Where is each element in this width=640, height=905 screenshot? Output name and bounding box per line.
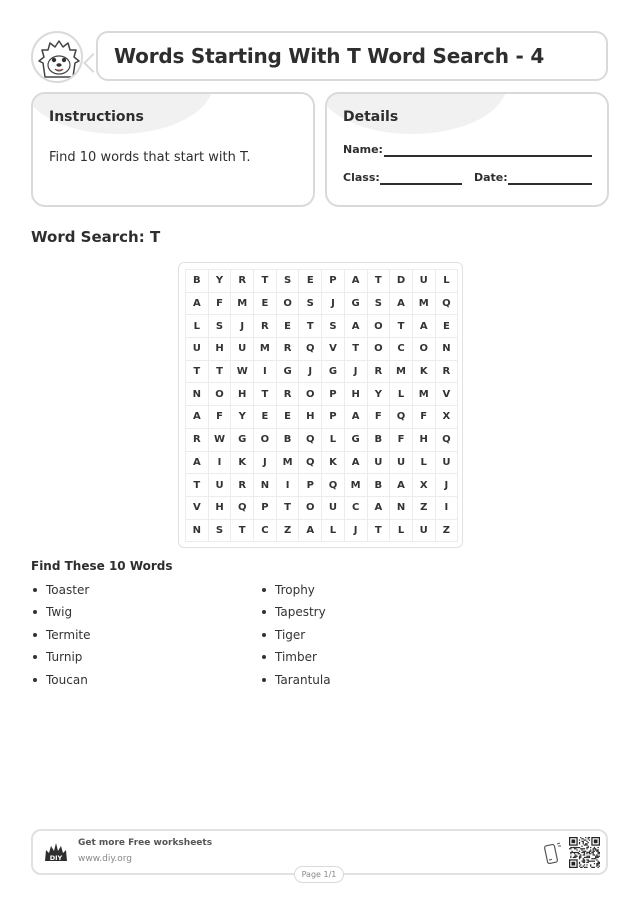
title-bubble [96, 31, 608, 81]
grid-cell[interactable]: A [345, 315, 368, 338]
grid-cell[interactable]: M [254, 338, 277, 361]
grid-cell[interactable]: L [322, 520, 345, 543]
grid-cell[interactable]: U [390, 452, 413, 475]
list-item: Tarantula [260, 671, 331, 693]
qr-code-icon[interactable] [569, 837, 600, 868]
grid-cell[interactable]: P [322, 406, 345, 429]
date-field[interactable] [508, 183, 592, 185]
grid-cell[interactable]: U [413, 520, 436, 543]
name-label: Name: [343, 143, 383, 156]
fluffy-monster-icon [33, 33, 83, 83]
grid-cell[interactable]: U [368, 452, 391, 475]
list-item: Timber [260, 648, 331, 670]
grid-cell[interactable]: C [254, 520, 277, 543]
grid-cell[interactable]: O [299, 383, 322, 406]
grid-cell[interactable]: A [299, 520, 322, 543]
list-item: Tapestry [260, 603, 331, 625]
grid-cell[interactable]: T [299, 315, 322, 338]
grid-cell[interactable]: B [368, 474, 391, 497]
grid-cell[interactable]: X [413, 474, 436, 497]
word-list-column-2 [260, 581, 331, 693]
grid-cell[interactable]: R [231, 474, 254, 497]
grid-cell[interactable]: E [277, 315, 300, 338]
phone-icon [543, 842, 563, 866]
grid-cell[interactable]: F [209, 406, 232, 429]
grid-cell[interactable]: K [231, 452, 254, 475]
grid-cell[interactable]: Q [322, 474, 345, 497]
grid-cell[interactable]: Q [299, 452, 322, 475]
diy-logo-icon [43, 839, 69, 865]
grid-cell[interactable]: T [345, 338, 368, 361]
grid-cell[interactable]: U [322, 497, 345, 520]
grid-cell[interactable]: A [186, 406, 209, 429]
grid-cell[interactable]: P [322, 270, 345, 293]
instructions-heading: Instructions [49, 109, 144, 125]
grid-cell[interactable]: F [209, 293, 232, 316]
grid-cell[interactable]: P [299, 474, 322, 497]
grid-cell[interactable]: F [413, 406, 436, 429]
list-item: Toucan [31, 671, 91, 693]
grid-cell[interactable]: M [413, 383, 436, 406]
grid-cell[interactable]: N [186, 520, 209, 543]
grid-cell[interactable]: R [231, 270, 254, 293]
grid-cell[interactable]: H [345, 383, 368, 406]
details-heading: Details [343, 109, 399, 125]
grid-cell[interactable]: H [413, 429, 436, 452]
puzzle-title: Word Search: T [31, 228, 161, 246]
grid-cell[interactable]: Z [413, 497, 436, 520]
grid-cell[interactable]: T [368, 520, 391, 543]
word-search-grid [185, 269, 458, 542]
grid-cell[interactable]: N [436, 338, 459, 361]
grid-cell[interactable]: U [436, 452, 459, 475]
grid-cell[interactable]: J [345, 520, 368, 543]
grid-cell[interactable]: G [322, 361, 345, 384]
grid-cell[interactable]: L [390, 383, 413, 406]
grid-cell[interactable]: J [299, 361, 322, 384]
grid-cell[interactable]: Y [368, 383, 391, 406]
grid-cell[interactable]: L [413, 452, 436, 475]
grid-cell[interactable]: A [345, 452, 368, 475]
grid-cell[interactable]: T [254, 383, 277, 406]
grid-cell[interactable]: O [299, 497, 322, 520]
grid-cell[interactable]: S [322, 315, 345, 338]
list-item: Termite [31, 626, 91, 648]
grid-cell[interactable]: L [436, 270, 459, 293]
grid-cell[interactable]: Q [436, 293, 459, 316]
logo-text: DIY [49, 854, 63, 862]
grid-cell[interactable]: O [413, 338, 436, 361]
grid-cell[interactable]: P [322, 383, 345, 406]
page-title: Words Starting With T Word Search - 4 [114, 44, 545, 68]
grid-cell[interactable]: W [209, 429, 232, 452]
grid-cell[interactable]: C [345, 497, 368, 520]
word-list-column-1 [31, 581, 91, 693]
grid-cell[interactable]: G [231, 429, 254, 452]
grid-cell[interactable]: T [277, 497, 300, 520]
grid-cell[interactable]: I [277, 474, 300, 497]
grid-cell[interactable]: O [368, 315, 391, 338]
grid-cell[interactable]: O [277, 293, 300, 316]
page-indicator: Page 1/1 [294, 866, 344, 883]
grid-cell[interactable]: S [277, 270, 300, 293]
word-list-title: Find These 10 Words [31, 559, 173, 573]
grid-cell[interactable]: L [322, 429, 345, 452]
grid-cell[interactable]: U [413, 270, 436, 293]
class-label: Class: [343, 171, 380, 184]
grid-cell[interactable]: M [277, 452, 300, 475]
grid-cell[interactable]: T [231, 520, 254, 543]
grid-cell[interactable]: R [436, 361, 459, 384]
grid-cell[interactable]: V [186, 497, 209, 520]
grid-cell[interactable]: T [390, 315, 413, 338]
grid-cell[interactable]: H [231, 383, 254, 406]
grid-cell[interactable]: C [390, 338, 413, 361]
grid-cell[interactable]: J [436, 474, 459, 497]
grid-cell[interactable]: S [368, 293, 391, 316]
grid-cell[interactable]: Y [231, 406, 254, 429]
grid-cell[interactable]: G [277, 361, 300, 384]
grid-cell[interactable]: L [390, 520, 413, 543]
mascot-avatar [31, 31, 83, 83]
grid-cell[interactable]: J [231, 315, 254, 338]
grid-cell[interactable]: Q [436, 429, 459, 452]
grid-cell[interactable]: A [390, 293, 413, 316]
grid-cell[interactable]: A [368, 497, 391, 520]
grid-cell[interactable]: O [368, 338, 391, 361]
grid-cell[interactable]: E [299, 270, 322, 293]
grid-cell[interactable]: O [254, 429, 277, 452]
instructions-text: Find 10 words that start with T. [49, 150, 251, 165]
grid-cell[interactable]: A [345, 270, 368, 293]
grid-cell[interactable]: S [299, 293, 322, 316]
grid-cell[interactable]: I [436, 497, 459, 520]
grid-cell[interactable]: A [186, 452, 209, 475]
grid-cell[interactable]: H [209, 338, 232, 361]
grid-cell[interactable]: F [390, 429, 413, 452]
grid-cell[interactable]: M [390, 361, 413, 384]
grid-cell[interactable]: E [254, 293, 277, 316]
grid-cell[interactable]: H [299, 406, 322, 429]
grid-cell[interactable]: A [345, 406, 368, 429]
grid-cell[interactable]: J [254, 452, 277, 475]
grid-cell[interactable]: Q [299, 429, 322, 452]
grid-cell[interactable]: U [209, 474, 232, 497]
word-search-frame [178, 262, 463, 548]
grid-cell[interactable]: V [436, 383, 459, 406]
grid-cell[interactable]: M [231, 293, 254, 316]
grid-cell[interactable]: P [254, 497, 277, 520]
grid-cell[interactable]: H [209, 497, 232, 520]
grid-cell[interactable]: Q [390, 406, 413, 429]
grid-cell[interactable]: I [254, 361, 277, 384]
grid-cell[interactable]: R [277, 338, 300, 361]
grid-cell[interactable]: Z [436, 520, 459, 543]
list-item: Twig [31, 603, 91, 625]
grid-cell[interactable]: J [345, 361, 368, 384]
grid-cell[interactable]: Y [209, 270, 232, 293]
class-field[interactable] [380, 183, 462, 185]
list-item: Turnip [31, 648, 91, 670]
grid-cell[interactable]: E [277, 406, 300, 429]
grid-cell[interactable]: E [436, 315, 459, 338]
grid-cell[interactable]: I [209, 452, 232, 475]
grid-cell[interactable]: B [368, 429, 391, 452]
grid-cell[interactable]: F [368, 406, 391, 429]
name-field[interactable] [384, 155, 592, 157]
grid-cell[interactable]: S [209, 315, 232, 338]
grid-cell[interactable]: R [186, 429, 209, 452]
grid-cell[interactable]: N [186, 383, 209, 406]
details-panel [325, 92, 609, 207]
grid-cell[interactable]: B [277, 429, 300, 452]
grid-cell[interactable]: T [254, 270, 277, 293]
date-label: Date: [474, 171, 508, 184]
grid-cell[interactable]: M [345, 474, 368, 497]
list-item: Trophy [260, 581, 331, 603]
grid-cell[interactable]: A [186, 293, 209, 316]
grid-cell[interactable]: G [345, 429, 368, 452]
grid-cell[interactable]: K [322, 452, 345, 475]
grid-cell[interactable]: Z [277, 520, 300, 543]
grid-cell[interactable]: M [413, 293, 436, 316]
grid-cell[interactable]: T [186, 361, 209, 384]
grid-cell[interactable]: V [322, 338, 345, 361]
grid-cell[interactable]: T [368, 270, 391, 293]
grid-cell[interactable]: J [322, 293, 345, 316]
footer-tagline: Get more Free worksheets [78, 838, 213, 848]
list-item: Tiger [260, 626, 331, 648]
grid-cell[interactable]: D [390, 270, 413, 293]
grid-cell[interactable]: U [186, 338, 209, 361]
grid-cell[interactable]: R [277, 383, 300, 406]
footer-link[interactable]: www.diy.org [78, 854, 132, 864]
grid-cell[interactable]: A [390, 474, 413, 497]
grid-cell[interactable]: N [254, 474, 277, 497]
grid-cell[interactable]: L [186, 315, 209, 338]
grid-cell[interactable]: N [390, 497, 413, 520]
grid-cell[interactable]: R [368, 361, 391, 384]
grid-cell[interactable]: Q [299, 338, 322, 361]
grid-cell[interactable]: G [345, 293, 368, 316]
grid-cell[interactable]: A [413, 315, 436, 338]
grid-cell[interactable]: U [231, 338, 254, 361]
grid-cell[interactable]: Q [231, 497, 254, 520]
grid-cell[interactable]: R [254, 315, 277, 338]
grid-cell[interactable]: E [254, 406, 277, 429]
grid-cell[interactable]: W [231, 361, 254, 384]
instructions-panel [31, 92, 315, 207]
grid-cell[interactable]: T [186, 474, 209, 497]
grid-cell[interactable]: X [436, 406, 459, 429]
list-item: Toaster [31, 581, 91, 603]
grid-cell[interactable]: O [209, 383, 232, 406]
grid-cell[interactable]: B [186, 270, 209, 293]
grid-cell[interactable]: K [413, 361, 436, 384]
grid-cell[interactable]: S [209, 520, 232, 543]
grid-cell[interactable]: T [209, 361, 232, 384]
